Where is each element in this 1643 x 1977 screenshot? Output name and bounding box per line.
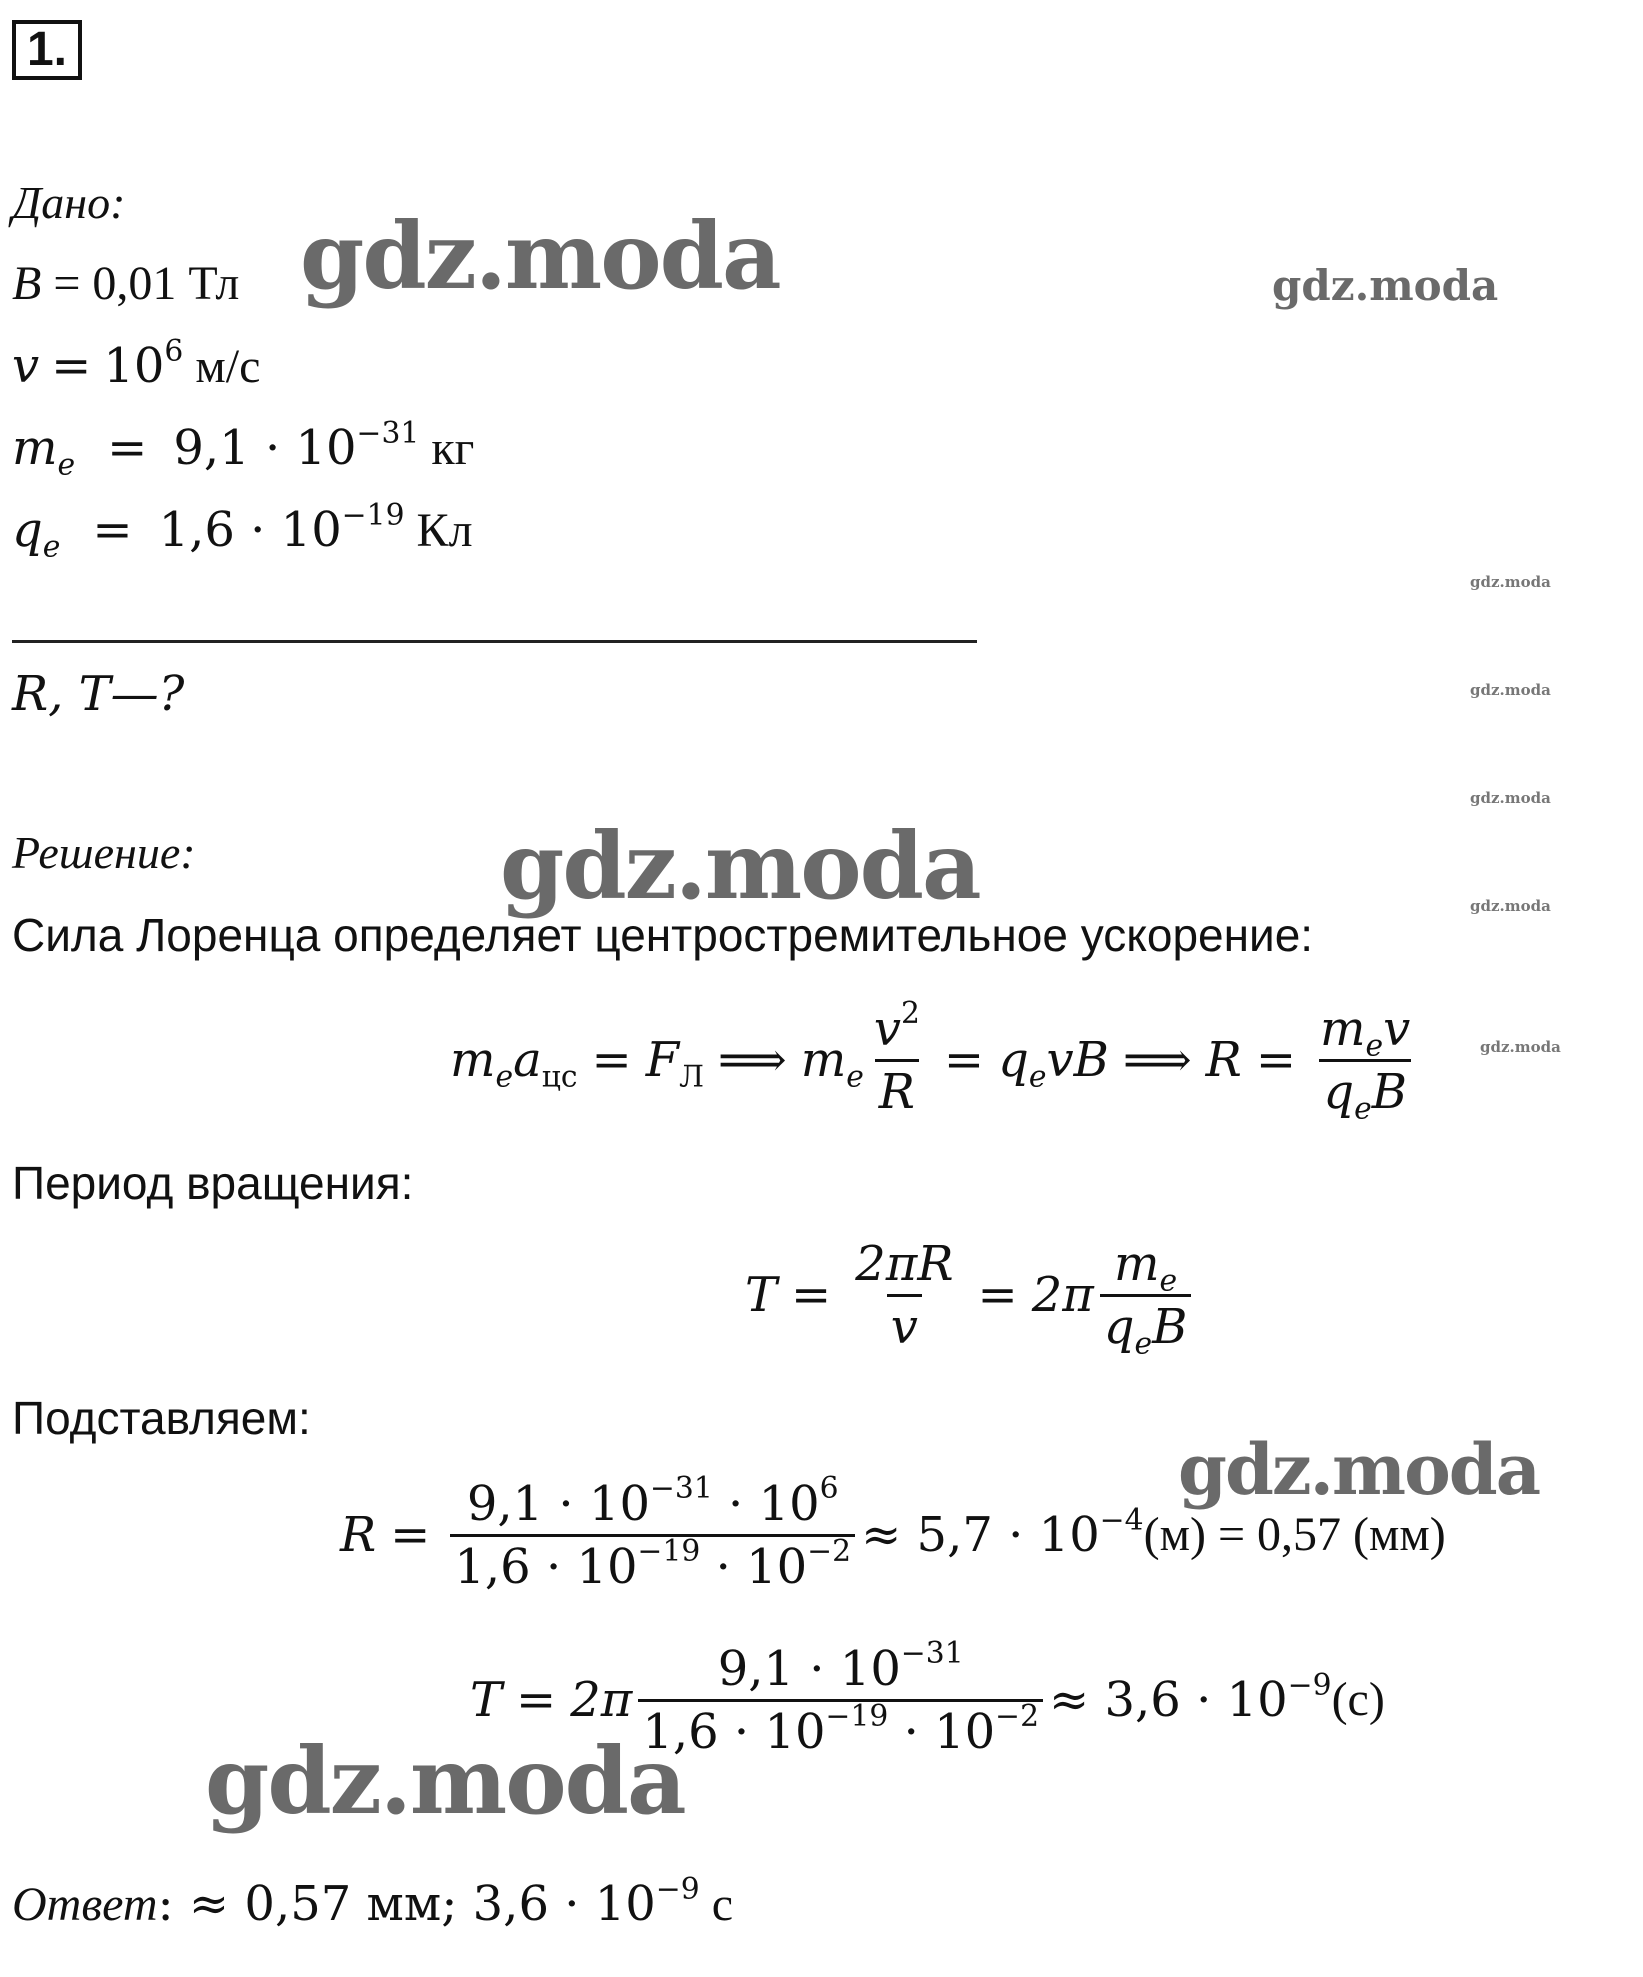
watermark: gdz.moda <box>205 1727 685 1835</box>
watermark: gdz.moda <box>1480 1038 1561 1056</box>
watermark: gdz.moda <box>1272 261 1499 310</box>
substitute-text: Подставляем: <box>12 1392 311 1444</box>
formula-period: T = $\frac{2\pi R}{v}$ = 2π $\frac{m_e}{q_eB}$ <box>745 1225 1197 1365</box>
period-text: Период вращения: <box>12 1157 414 1209</box>
given-me: $m_e = 9,1 \cdot 10^{-31}$ кг <box>12 415 475 483</box>
given-heading: Дано: <box>12 177 126 228</box>
given-B: B = 0,01 Тл <box>12 257 240 310</box>
answer-line: Ответ: ≈ 0,57 мм; $3,6 \cdot 10^{-9}$ c <box>12 1871 733 1932</box>
watermark: gdz.moda <box>1470 897 1551 915</box>
lorentz-text: Сила Лоренца определяет центростремительное ускорение: <box>12 909 1314 961</box>
solution-heading: Решение: <box>12 827 196 878</box>
problem-number: 1. <box>12 20 82 80</box>
watermark: gdz.moda <box>1470 789 1551 807</box>
watermark: gdz.moda <box>1178 1428 1540 1511</box>
watermark: gdz.moda <box>1470 681 1551 699</box>
watermark: gdz.moda <box>1470 573 1551 591</box>
find-line: R, T—? <box>12 666 185 722</box>
formula-lorentz: $m_ea_{цс}$ = $F_Л$ ⟹ $m_e$ $\frac{v^2}{R}$ = $q_evB$ ⟹ R = $\frac{m_ev}{q_eB}$ <box>450 996 1411 1127</box>
watermark: gdz.moda <box>500 812 980 920</box>
calc-radius: R = $\frac{9,1 \cdot 10^{-31} \cdot 10^6}{1,6 \cdot 10^{-19} \cdot 10^{-2}}$ ≈ $5,7 \cdot 10^{-4}$ (м) = 0,57 (мм) <box>340 1471 1446 1595</box>
given-v: $v = 10^6$ м/с <box>12 333 261 394</box>
given-qe: $q_e = 1,6 \cdot 10^{-19}$ Кл <box>12 497 473 565</box>
calc-period: T = 2π $\frac{9,1 \cdot 10^{-31}}{1,6 \cdot 10^{-19} \cdot 10^{-2}}$ ≈ $3,6 \cdot 10^{-9}$ (c) <box>470 1636 1385 1760</box>
watermark: gdz.moda <box>300 202 780 310</box>
given-divider <box>12 640 977 643</box>
